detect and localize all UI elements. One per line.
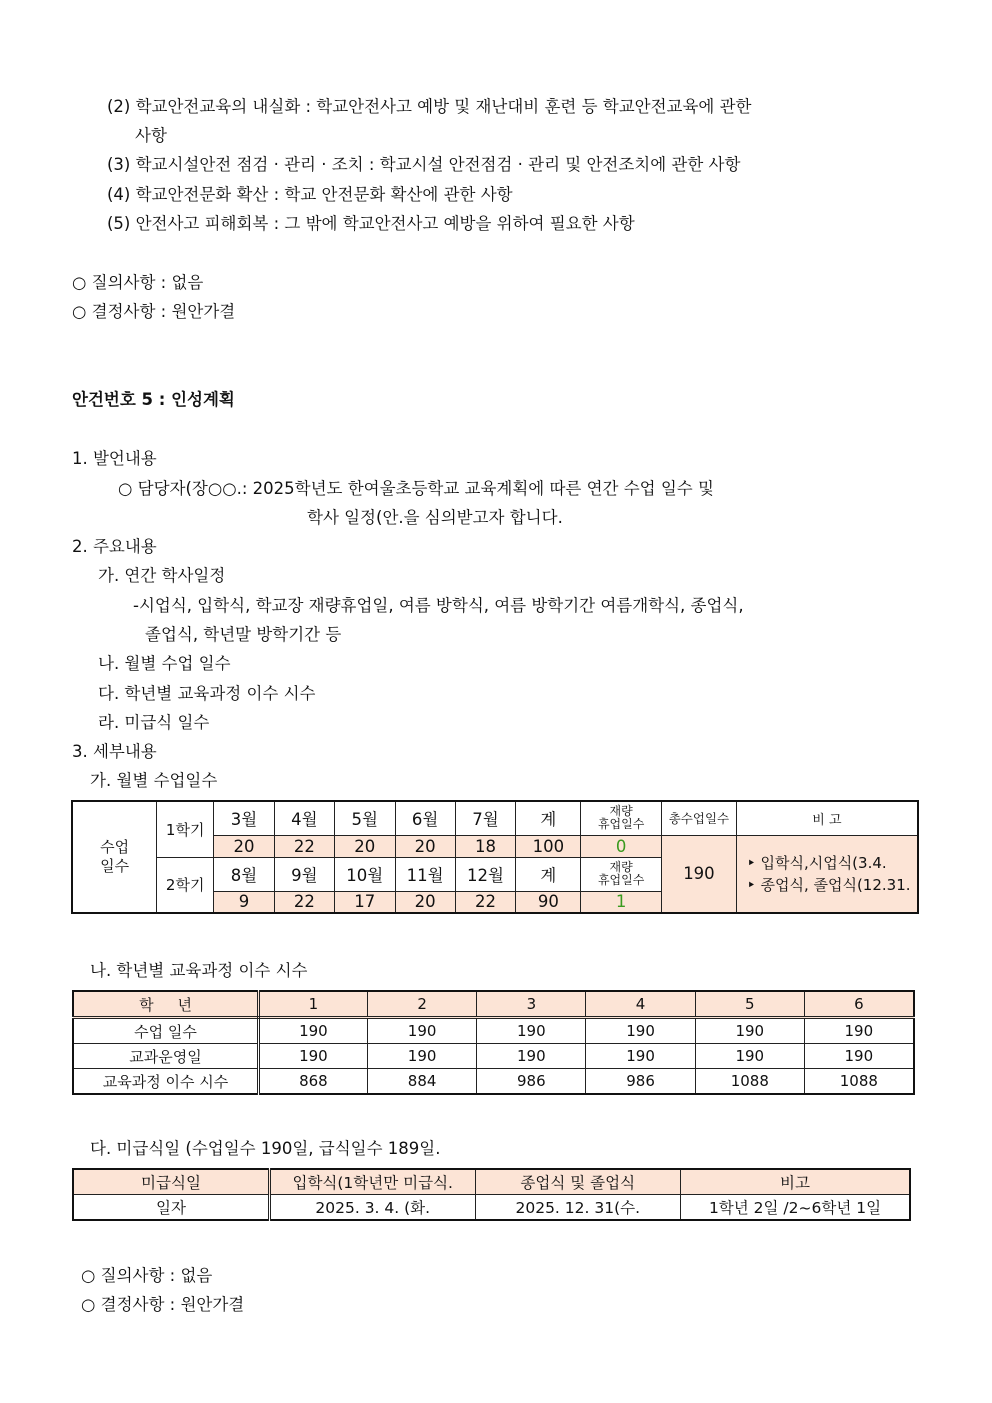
month-cell: 5월 [334,801,395,835]
section-3-na: 나. 학년별 교육과정 이수 시수 [90,961,308,980]
table-cell: 2025. 3. 4. (화. [269,1195,475,1221]
table-row [73,1195,910,1221]
month-cell: 11월 [395,857,455,891]
table-cell: 190 [586,1018,696,1044]
table-cell: 1학년 2일 /2~6학년 1일 [681,1195,910,1221]
holiday-header: 재량 휴업일수 [581,801,662,835]
month-cell: 12월 [455,857,516,891]
month-cell: 8월 [214,857,275,891]
monthly-days-table [71,800,919,914]
days-cell: 18 [455,835,516,857]
section-3-da: 다. 미급식일 (수업일수 190일, 급식일수 189일. [90,1139,441,1158]
month-cell: 10월 [334,857,395,891]
row-label: 수업 일수 [73,1018,259,1044]
row-label-class-days: 수업 일수 [72,801,157,913]
meal-days-table [72,1168,911,1221]
days-cell: 17 [334,891,395,913]
table-cell: 190 [804,1018,914,1044]
days-cell: 20 [214,835,275,857]
decision-line: ○ 결정사항 : 원안가결 [72,302,236,321]
section-1-line-b: 학사 일정(안.을 심의받고자 합니다. [307,508,563,527]
days-sum-cell: 100 [516,835,581,857]
table-cell: 190 [367,1044,477,1069]
semester-1-label: 1학기 [157,801,214,857]
section-2-da: 다. 학년별 교육과정 이수 시수 [98,684,316,703]
table-cell: 1088 [695,1069,804,1095]
total-days-value: 190 [662,835,737,913]
note-line-1: ‣ 입학식,시업식(3.4. [746,853,887,872]
grade-header: 5 [695,991,804,1018]
row-label: 교육과정 이수 시수 [73,1069,259,1095]
note-line-2: ‣ 종업식, 졸업식(12.31. [746,875,911,894]
month-cell: 9월 [274,857,334,891]
row-label: 교과운영일 [73,1044,259,1069]
decision-line-2: ○ 결정사항 : 원안가결 [81,1295,245,1314]
days-cell: 20 [395,835,455,857]
section-3-heading: 3. 세부내용 [72,742,157,761]
days-cell: 22 [455,891,516,913]
inquiry-line: ○ 질의사항 : 없음 [72,273,204,292]
item-2-text: (2) 학교안전교육의 내실화 : 학교안전사고 예방 및 재난대비 훈련 등 학교안전교육에 관한 [107,97,752,116]
item-5-text: (5) 안전사고 피해회복 : 그 밖에 학교안전사고 예방을 위하여 필요한 사항 [107,214,635,233]
table-cell: 190 [477,1044,586,1069]
meal-header: 비고 [681,1169,910,1195]
section-2-na: 나. 월별 수업 일수 [98,654,231,673]
days-sum-cell: 90 [516,891,581,913]
section-1-line-a: ○ 담당자(장○○.: 2025학년도 한여울초등학교 교육계획에 따른 연간 수업 일수 및 [118,479,714,498]
holiday-sem2-value: 1 [581,891,662,913]
section-2-ga: 가. 연간 학사일정 [98,566,226,585]
table-cell: 190 [259,1044,368,1069]
note-cell [736,835,918,913]
total-days-header: 총수업일수 [662,801,737,835]
days-cell: 22 [274,835,334,857]
grade-hours-table [72,990,915,1095]
days-cell: 20 [334,835,395,857]
section-2-heading: 2. 주요내용 [72,537,157,556]
meal-header: 입학식(1학년만 미급식. [269,1169,475,1195]
table-row [73,1069,914,1095]
table-cell: 986 [586,1069,696,1095]
semester-2-label: 2학기 [157,857,214,913]
table-cell: 868 [259,1069,368,1095]
grade-header: 4 [586,991,696,1018]
table-cell: 1088 [804,1069,914,1095]
grade-header-label: 학 년 [73,991,259,1018]
section-1-heading: 1. 발언내용 [72,449,157,468]
table-row [73,1018,914,1044]
table-cell: 190 [804,1044,914,1069]
table-cell: 884 [367,1069,477,1095]
section-3-ga: 가. 월별 수업일수 [90,771,218,790]
grade-header: 6 [804,991,914,1018]
table-cell: 190 [695,1018,804,1044]
section-2-ra: 라. 미급식 일수 [98,713,210,732]
month-cell: 6월 [395,801,455,835]
sum-header: 계 [516,801,581,835]
meal-header: 종업식 및 졸업식 [475,1169,681,1195]
table-cell: 2025. 12. 31(수. [475,1195,681,1221]
meal-header: 미급식일 [73,1169,269,1195]
table-cell: 190 [259,1018,368,1044]
month-cell: 3월 [214,801,275,835]
month-cell: 4월 [274,801,334,835]
table-cell: 190 [586,1044,696,1069]
sum-header: 계 [516,857,581,891]
agenda-title: 안건번호 5 : 인성계획 [72,390,235,409]
item-3-text: (3) 학교시설안전 점검 · 관리 · 조치 : 학교시설 안전점검 · 관리 및 안전조치에 관한 사항 [107,155,741,174]
grade-header: 1 [259,991,368,1018]
row-label: 일자 [73,1195,269,1221]
table-cell: 986 [477,1069,586,1095]
item-2-continued: 사항 [135,126,167,145]
days-cell: 20 [395,891,455,913]
table-cell: 190 [695,1044,804,1069]
grade-header: 2 [367,991,477,1018]
section-2-ga-detail-1: -시업식, 입학식, 학교장 재량휴업일, 여름 방학식, 여름 방학기간 여름개학식, 종업식, [133,596,744,615]
month-cell: 7월 [455,801,516,835]
note-header: 비 고 [736,801,918,835]
item-4-text: (4) 학교안전문화 확산 : 학교 안전문화 확산에 관한 사항 [107,185,513,204]
inquiry-line-2: ○ 질의사항 : 없음 [81,1266,213,1285]
days-cell: 9 [214,891,275,913]
table-cell: 190 [367,1018,477,1044]
table-cell: 190 [477,1018,586,1044]
grade-header: 3 [477,991,586,1018]
table-row [73,1044,914,1069]
days-cell: 22 [274,891,334,913]
section-2-ga-detail-2: 졸업식, 학년말 방학기간 등 [145,625,342,644]
holiday-header: 재량 휴업일수 [581,857,662,891]
holiday-sem1-value: 0 [581,835,662,857]
